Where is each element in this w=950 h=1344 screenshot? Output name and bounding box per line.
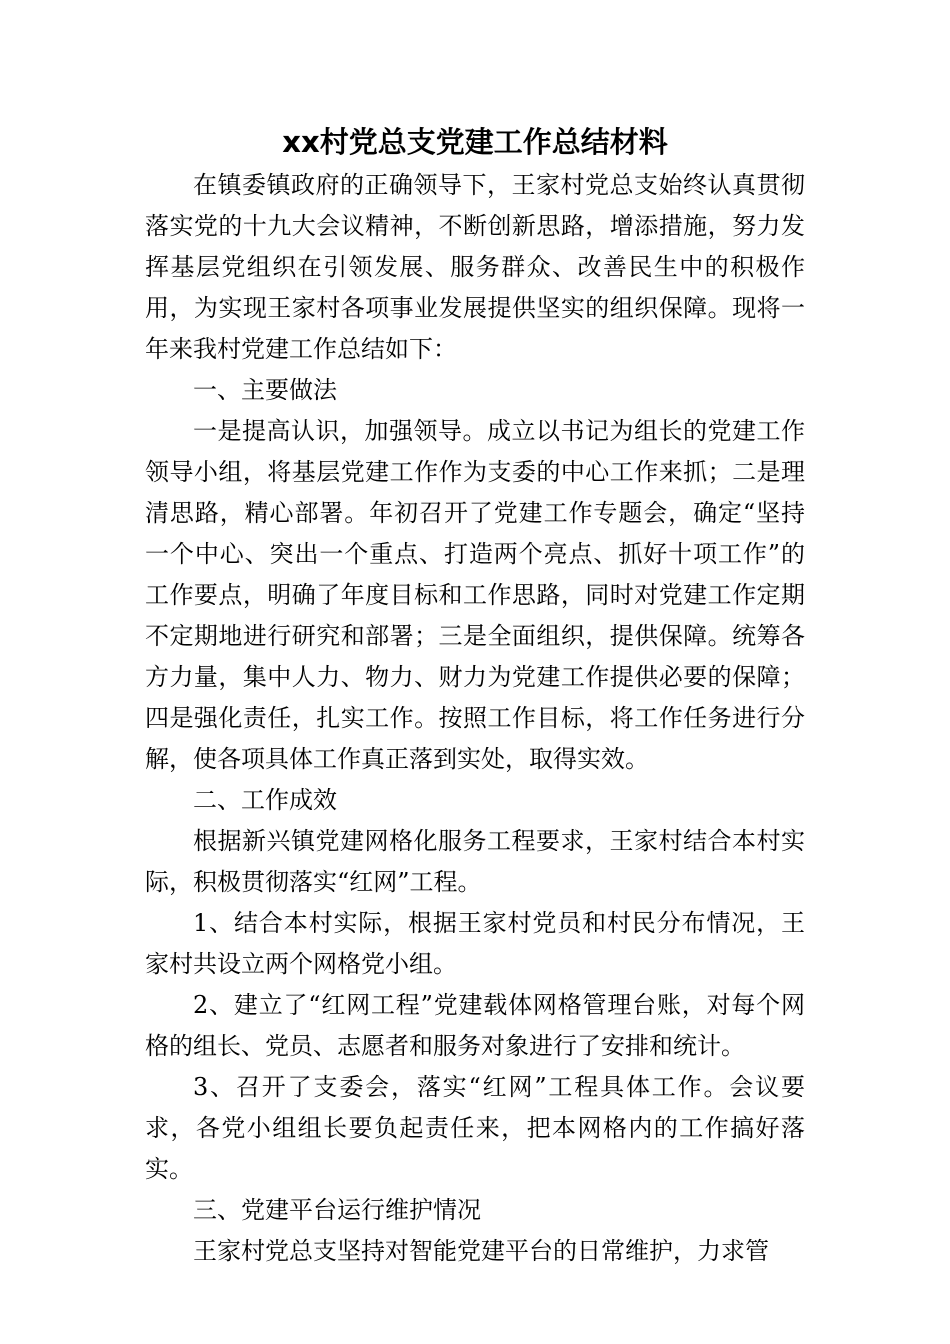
section-heading-3: 三、党建平台运行维护情况 <box>193 1196 481 1224</box>
document-body <box>145 165 805 1272</box>
paragraph-main-practices: 一是提高认识，加强领导。成立以书记为组长的党建工作领导小组，将基层党建工作作为支委的中心工作来抓；二是理清思路，精心部署。年初召开了党建工作专题会，确定“坚持一个中心、突出一个重点、打造两个亮点、抓好十项工作”的工作要点，明确了年度目标和工作思路，同时对党建工作定期不定期地进行研究和部署；三是全面组织，提供保障。统筹各方力量，集中人力、物力、财力为党建工作提供必要的保障；四是强化责任，扎实工作。按照工作目标，将工作任务进行分解，使各项具体工作真正落到实处，取得实效。 <box>145 417 805 773</box>
paragraph-intro: 在镇委镇政府的正确领导下，王家村党总支始终认真贯彻落实党的十九大会议精神，不断创新思路，增添措施，努力发挥基层党组织在引领发展、服务群众、改善民生中的积极作用，为实现王家村各项事业发展提供坚实的组织保障。现将一年来我村党建工作总结如下： <box>145 171 805 363</box>
list-item-1: 1、结合本村实际，根据王家村党员和村民分布情况，王家村共设立两个网格党小组。 <box>145 909 805 978</box>
paragraph-platform: 王家村党总支坚持对智能党建平台的日常维护，力求管 <box>193 1237 769 1265</box>
paragraph-results-intro: 根据新兴镇党建网格化服务工程要求，王家村结合本村实际，积极贯彻落实“红网”工程。 <box>145 827 805 896</box>
section-heading-1: 一、主要做法 <box>193 376 337 404</box>
list-item-2: 2、建立了“红网工程”党建载体网格管理台账，对每个网格的组长、党员、志愿者和服务对象进行了安排和统计。 <box>145 991 805 1060</box>
section-heading-2: 二、工作成效 <box>193 786 337 814</box>
list-item-3: 3、召开了支委会，落实“红网”工程具体工作。会议要求，各党小组组长要负起责任来，把本网格内的工作搞好落实。 <box>145 1073 805 1183</box>
document-title: xx村党总支党建工作总结材料 <box>282 125 668 159</box>
